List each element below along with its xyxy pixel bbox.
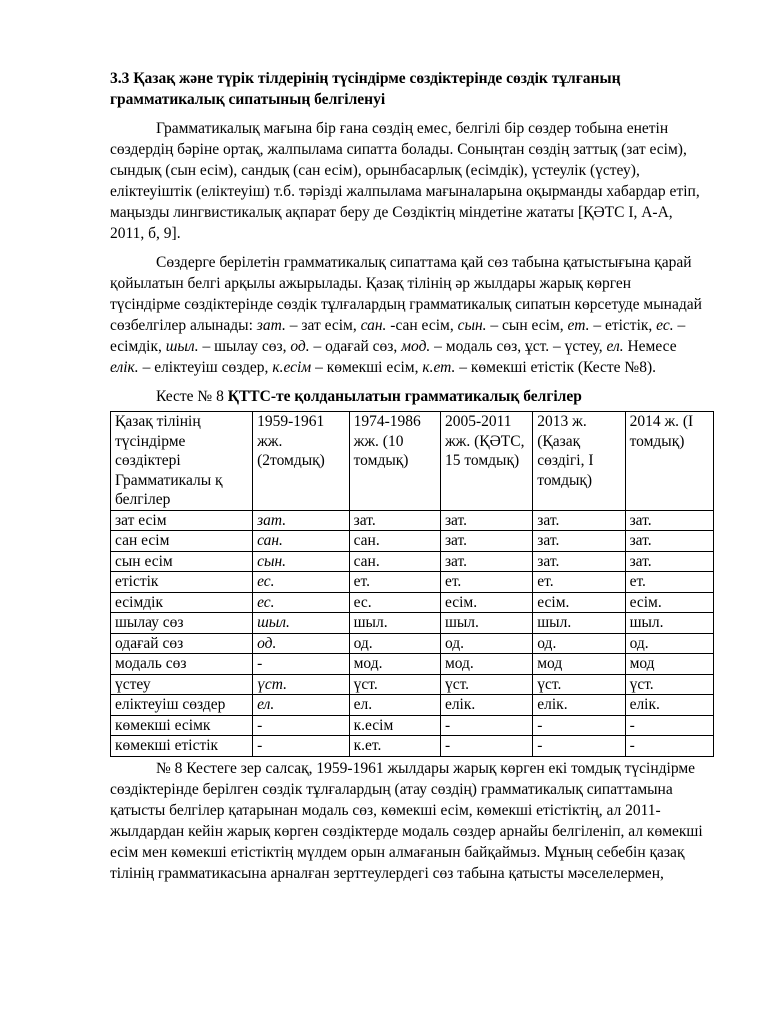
table-cell: сан. <box>349 551 440 572</box>
table-caption-prefix: Кесте № 8 <box>156 388 228 405</box>
abbr-item: ел. Немесе <box>606 338 677 355</box>
table-row <box>111 531 714 552</box>
table-header-cell: 1959-1961 жж. (2томдық) <box>253 412 350 511</box>
table-cell: есім. <box>533 592 625 613</box>
table-cell: ел. <box>349 695 440 716</box>
table-cell: ес. <box>253 572 350 593</box>
abbr-item: зат. – зат есім, <box>256 317 361 334</box>
table-cell: есімдік <box>111 592 253 613</box>
paragraph-1: Грамматикалық мағына бір ғана сөздің емес, белгілі бір сөздер тобына енетін сөздердің бәріне ортақ, жалпылама сипатта болады. Соныңтан сөздің заттық (зат есім), сындық (сын есім), сандық (сан есім), орынбасарлық (есімдік), үстеулік (үстеу), еліктеуіштік (еліктеуіш) т.б. тәрізді жалпылама мағыналарына оқырманды хабардар етіп, маңызды лингвистикалық ақпарат беру де Сөздіктің міндетіне жататы [ҚӘТС І, А-А, 2011, б, 9]. <box>110 120 700 242</box>
table-cell: сан есім <box>111 531 253 552</box>
table-row <box>111 736 714 757</box>
table-cell: мод. <box>349 654 440 675</box>
table-cell: - <box>253 736 350 757</box>
table-cell: үстеу <box>111 674 253 695</box>
table-cell: шыл. <box>349 613 440 634</box>
table-cell: есім. <box>625 592 713 613</box>
grammar-marks-table <box>110 411 714 757</box>
table-cell: од. <box>349 633 440 654</box>
table-cell: ел. <box>253 695 350 716</box>
table-cell: ет. <box>349 572 440 593</box>
document-content <box>110 68 703 884</box>
table-cell: - <box>440 736 532 757</box>
table-row <box>111 551 714 572</box>
table-cell: ес. <box>253 592 350 613</box>
table-cell: - <box>253 654 350 675</box>
table-cell: елік. <box>533 695 625 716</box>
table-cell: үст. <box>440 674 532 695</box>
table-cell: од. <box>625 633 713 654</box>
table-cell: - <box>253 715 350 736</box>
abbr-item: од. – одағай сөз, <box>290 338 402 355</box>
table-header-cell: 1974-1986 жж. (10 томдық) <box>349 412 440 511</box>
table-cell: - <box>625 736 713 757</box>
table-body <box>111 510 714 756</box>
table-cell: шыл. <box>533 613 625 634</box>
paragraph-2 <box>110 252 703 378</box>
table-row <box>111 654 714 675</box>
abbr-item: елік. – еліктеуіш сөздер, <box>110 359 273 376</box>
table-cell: үст. <box>349 674 440 695</box>
table-cell: мод <box>625 654 713 675</box>
table-row <box>111 592 714 613</box>
table-cell: мод. <box>440 654 532 675</box>
table-cell: үст. <box>533 674 625 695</box>
table-cell: ет. <box>625 572 713 593</box>
table-cell: ет. <box>440 572 532 593</box>
table-cell: одағай сөз <box>111 633 253 654</box>
abbr-item: к.ет. – көмекші етістік (Кесте №8). <box>422 359 657 376</box>
table-cell: зат. <box>349 510 440 531</box>
table-cell: ес. <box>349 592 440 613</box>
section-title: 3.3 Қазақ және түрік тілдерінің түсіндірме сөздіктерінде сөздік тұлғаның грамматикалық сипатының белгіленуі <box>110 70 621 108</box>
abbr-item: ет. – етістік, <box>567 317 657 334</box>
table-cell: зат. <box>533 551 625 572</box>
table-cell: зат. <box>440 551 532 572</box>
table-cell: елік. <box>625 695 713 716</box>
table-cell: модаль сөз <box>111 654 253 675</box>
table-cell: зат. <box>625 510 713 531</box>
table-cell: - <box>625 715 713 736</box>
table-row <box>111 695 714 716</box>
table-cell: сан. <box>349 531 440 552</box>
table-header-cell: 2014 ж. (І томдық) <box>625 412 713 511</box>
table-row <box>111 510 714 531</box>
table-cell: од. <box>253 633 350 654</box>
table-cell: - <box>533 736 625 757</box>
table-caption-title: ҚТТС-те қолданылатын грамматикалық белгілер <box>227 388 582 405</box>
table-row <box>111 633 714 654</box>
table-cell: од. <box>533 633 625 654</box>
table-cell: ет. <box>533 572 625 593</box>
table-caption <box>110 386 703 407</box>
table-cell: зат. <box>440 510 532 531</box>
table-row <box>111 674 714 695</box>
table-cell: - <box>533 715 625 736</box>
paragraph-3: № 8 Кестеге зер салсақ, 1959-1961 жылдары жарық көрген екі томдық түсіндірме сөздіктерінде берілген сөздік тұлғалардың (атау сөздің) грамматикалық сипаттамына қатысты белгілер қатарынан модаль сөз, көмекші есім, көмекші етістіктің, ал 2011-жылдардан кейін жарық көрген сөздіктерде модаль сөздер арнайы белгіленіп, ал көмекші есім мен көмекші етістіктің мүлдем орын алмағанын байқаймыз. Мұның себебін қазақ тілінің грамматикасына арналған зерттеулердегі сөз табына қатысты мәселелермен, <box>110 759 703 882</box>
abbr-item: мод. – модаль сөз, <box>401 338 525 355</box>
table-cell: есім. <box>440 592 532 613</box>
table-cell: - <box>440 715 532 736</box>
table-cell: зат. <box>625 551 713 572</box>
table-cell: шыл. <box>440 613 532 634</box>
table-header-row <box>111 412 714 511</box>
table-cell: үст. <box>253 674 350 695</box>
table-cell: зат. <box>533 510 625 531</box>
table-cell: еліктеуіш сөздер <box>111 695 253 716</box>
table-cell: шыл. <box>253 613 350 634</box>
table-cell: сын есім <box>111 551 253 572</box>
table-cell: көмекші есімк <box>111 715 253 736</box>
abbr-item-plain: ұст. – үстеу, <box>525 338 607 355</box>
abbr-item: ес. – есімдік, <box>110 317 686 355</box>
table-cell: од. <box>440 633 532 654</box>
table-cell: көмекші етістік <box>111 736 253 757</box>
table-header-cell: 2005-2011 жж. (ҚӘТС, 15 томдық) <box>440 412 532 511</box>
abbr-item: шыл. – шылау сөз, <box>165 338 291 355</box>
table-cell: шылау сөз <box>111 613 253 634</box>
table-cell: к.ет. <box>349 736 440 757</box>
abbr-item: к.есім – көмекші есім, <box>272 359 423 376</box>
table-cell: зат. <box>253 510 350 531</box>
table-cell: зат. <box>533 531 625 552</box>
paragraph-2-intro: Сөздерге берілетін грамматикалық сипаттама қай сөз табына қатыстығына қарай қойылатын белгі арқылы ажырылады. Қазақ тілінің әр жылдары жарық көрген түсіндірме сөздіктерінде сөздік тұлғалардың грамматикалық сипатын көрсетуде мынадай сөзбелгілер алынады: <box>110 254 702 334</box>
table-cell: зат. <box>440 531 532 552</box>
table-cell: елік. <box>440 695 532 716</box>
table-cell: зат есім <box>111 510 253 531</box>
table-row <box>111 715 714 736</box>
table-header-cell: Қазақ тілінің түсіндірме сөздіктері Грамматикалы қ белгілер <box>111 412 253 511</box>
table-row <box>111 572 714 593</box>
table-cell: сан. <box>253 531 350 552</box>
abbr-item: сын. – сын есім, <box>457 317 568 334</box>
table-cell: мод <box>533 654 625 675</box>
table-header-cell: 2013 ж. (Қазақ сөздігі, І томдық) <box>533 412 625 511</box>
table-cell: сын. <box>253 551 350 572</box>
table-cell: зат. <box>625 531 713 552</box>
table-cell: шыл. <box>625 613 713 634</box>
table-cell: етістік <box>111 572 253 593</box>
abbr-item: сан. -сан есім, <box>360 317 458 334</box>
table-cell: үст. <box>625 674 713 695</box>
table-row <box>111 613 714 634</box>
table-cell: к.есім <box>349 715 440 736</box>
